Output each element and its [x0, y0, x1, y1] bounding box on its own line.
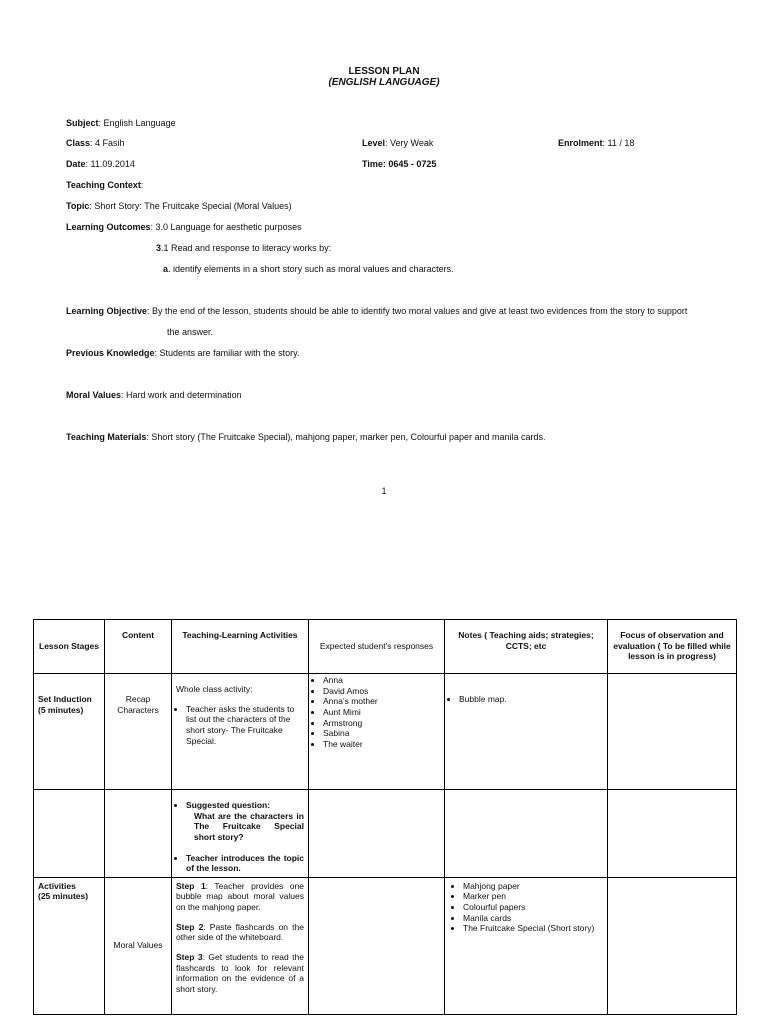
date-label: Date — [66, 159, 86, 169]
document-title: LESSON PLAN — [348, 66, 420, 77]
cell-activities — [172, 790, 309, 878]
list-item: • The Fruitcake Special (Short story) — [463, 923, 603, 934]
knowledge-label: Previous Knowledge — [66, 348, 155, 358]
level-value: : Very Weak — [385, 138, 434, 148]
context-line — [66, 180, 143, 190]
outcomes-value: : 3.0 Language for aesthetic purposes — [150, 222, 302, 232]
date-line — [66, 159, 135, 169]
moral-value: : Hard work and determination — [121, 390, 242, 400]
lesson-table — [33, 619, 737, 1015]
moral-label: Moral Values — [66, 390, 122, 400]
cell-content: Moral Values — [105, 877, 172, 1014]
class-value: : 4 Fasih — [90, 138, 125, 148]
cell-notes — [445, 790, 608, 878]
header-lesson-stages: Lesson Stages — [34, 620, 105, 674]
list-item: • Anna — [323, 675, 440, 686]
stage-duration: (25 minutes) — [38, 891, 89, 902]
outcome-item-letter: a — [163, 264, 169, 274]
cell-notes — [445, 674, 608, 790]
class-line — [66, 138, 125, 148]
outcome-sub-line — [156, 243, 331, 253]
objective-value: : By the end of the lesson, students should be able to identify two moral values and give at least two evidences from the story to support — [147, 306, 688, 316]
outcomes-label: Learning Outcomes — [66, 222, 151, 232]
list-item: • Marker pen — [463, 891, 603, 902]
topic-label: Topic — [66, 201, 90, 211]
list-item: • David Amos — [323, 686, 440, 697]
level-label: Level — [362, 138, 386, 148]
context-label: Teaching Context — [66, 180, 141, 190]
question-text: What are the characters in The Fruitcake Special short story? — [194, 810, 304, 842]
outcome-item-text: . identify elements in a short story such as moral values and characters. — [168, 264, 454, 274]
step-1-text: : Teacher provides one bubble map about moral values on the mahjong paper. — [176, 880, 304, 912]
document-subtitle: (ENGLISH LANGUAGE) — [328, 77, 440, 88]
outcome-item-line — [163, 264, 454, 274]
step-3 — [176, 952, 304, 995]
enrolment-label: Enrolment — [558, 138, 603, 148]
outcomes-line — [66, 222, 302, 232]
header-expected-responses: Expected student’s responses — [309, 620, 445, 674]
class-label: Class — [66, 138, 91, 148]
header-content: Content — [105, 620, 172, 674]
table-header-row — [34, 620, 737, 674]
time-label: Time: 0645 - 0725 — [362, 159, 437, 169]
list-item: • Manila cards — [463, 913, 603, 924]
list-item: • Aunt Mimi — [323, 707, 440, 718]
cell-activities — [172, 674, 309, 790]
cell-stage — [34, 877, 105, 1014]
cell-content — [105, 790, 172, 878]
cell-activities — [172, 877, 309, 1014]
question-label: Suggested question: — [186, 800, 271, 810]
cell-responses — [309, 790, 445, 878]
outcome-sub-text: .1 Read and response to literacy works by: — [161, 243, 332, 253]
list-item: • Anna’s mother — [323, 696, 440, 707]
enrolment-value: : 11 / 18 — [602, 138, 635, 148]
enrolment-line — [558, 138, 634, 148]
level-line — [362, 138, 433, 148]
materials-value: : Short story (The Fruitcake Special), mahjong paper, marker pen, Colourful paper and manila cards. — [146, 432, 546, 442]
list-item: • Mahjong paper — [463, 881, 603, 892]
page-number: 1 — [381, 486, 387, 496]
cell-focus — [608, 877, 737, 1014]
knowledge-value: : Students are familiar with the story. — [154, 348, 300, 358]
context-value: : — [140, 180, 144, 190]
materials-label: Teaching Materials — [66, 432, 147, 442]
stage-name: Set Induction — [38, 694, 92, 704]
cell-notes — [445, 877, 608, 1014]
subject-line — [66, 118, 176, 128]
knowledge-line — [66, 348, 299, 358]
list-item: • Bubble map. — [459, 694, 603, 705]
step-1-label: Step 1 — [176, 880, 206, 891]
list-item: • Colourful papers — [463, 902, 603, 913]
list-item: • Armstrong — [323, 718, 440, 729]
outcome-sub-number: 3 — [156, 243, 162, 253]
step-2-text: : Paste flashcards on the other side of the whiteboard. — [176, 921, 304, 943]
table-row-suggested-question — [34, 790, 737, 878]
step-3-text: : Get students to read the flashcards to look for relevant information on the evidence of a short story. — [176, 951, 304, 994]
date-value: : 11.09.2014 — [85, 159, 135, 169]
cell-stage — [34, 790, 105, 878]
header-activities: Teaching-Learning Activities — [172, 620, 309, 674]
activity-intro: Whole class activity: — [176, 684, 253, 694]
step-1 — [176, 881, 304, 913]
stage-name: Activities — [38, 880, 76, 891]
cell-responses — [309, 674, 445, 790]
step-3-label: Step 3 — [176, 951, 203, 962]
step-2-label: Step 2 — [176, 921, 204, 932]
table-row-set-induction — [34, 674, 737, 790]
moral-line — [66, 390, 242, 400]
list-item: • Sabina — [323, 728, 440, 739]
suggested-question — [186, 800, 304, 843]
step-2 — [176, 922, 304, 943]
objective-line — [66, 306, 687, 316]
header-notes: Notes ( Teaching aids; strategies; CCTS; etc — [445, 620, 608, 674]
activity-bullet: • Teacher asks the students to list out the characters of the short story- The Fruitcake Special. — [186, 704, 304, 747]
cell-content: Recap Characters — [105, 674, 172, 790]
table-row-activities — [34, 877, 737, 1014]
header-focus-observation: Focus of observation and evaluation ( To be filled while lesson is in progress) — [608, 620, 737, 674]
cell-focus — [608, 790, 737, 878]
stage-duration: (5 minutes) — [38, 704, 84, 715]
subject-label: Subject — [66, 118, 99, 128]
list-item: • The waiter — [323, 739, 440, 750]
introduce-topic: • Teacher introduces the topic of the lesson. — [186, 853, 304, 874]
cell-stage — [34, 674, 105, 790]
cell-focus — [608, 674, 737, 790]
time-line — [362, 159, 436, 169]
subject-value: : English Language — [98, 118, 176, 128]
materials-line — [66, 432, 546, 442]
objective-label: Learning Objective — [66, 306, 148, 316]
cell-responses — [309, 877, 445, 1014]
objective-continuation: the answer. — [167, 327, 214, 337]
topic-line — [66, 201, 292, 211]
topic-value: : Short Story: The Fruitcake Special (Moral Values) — [89, 201, 292, 211]
